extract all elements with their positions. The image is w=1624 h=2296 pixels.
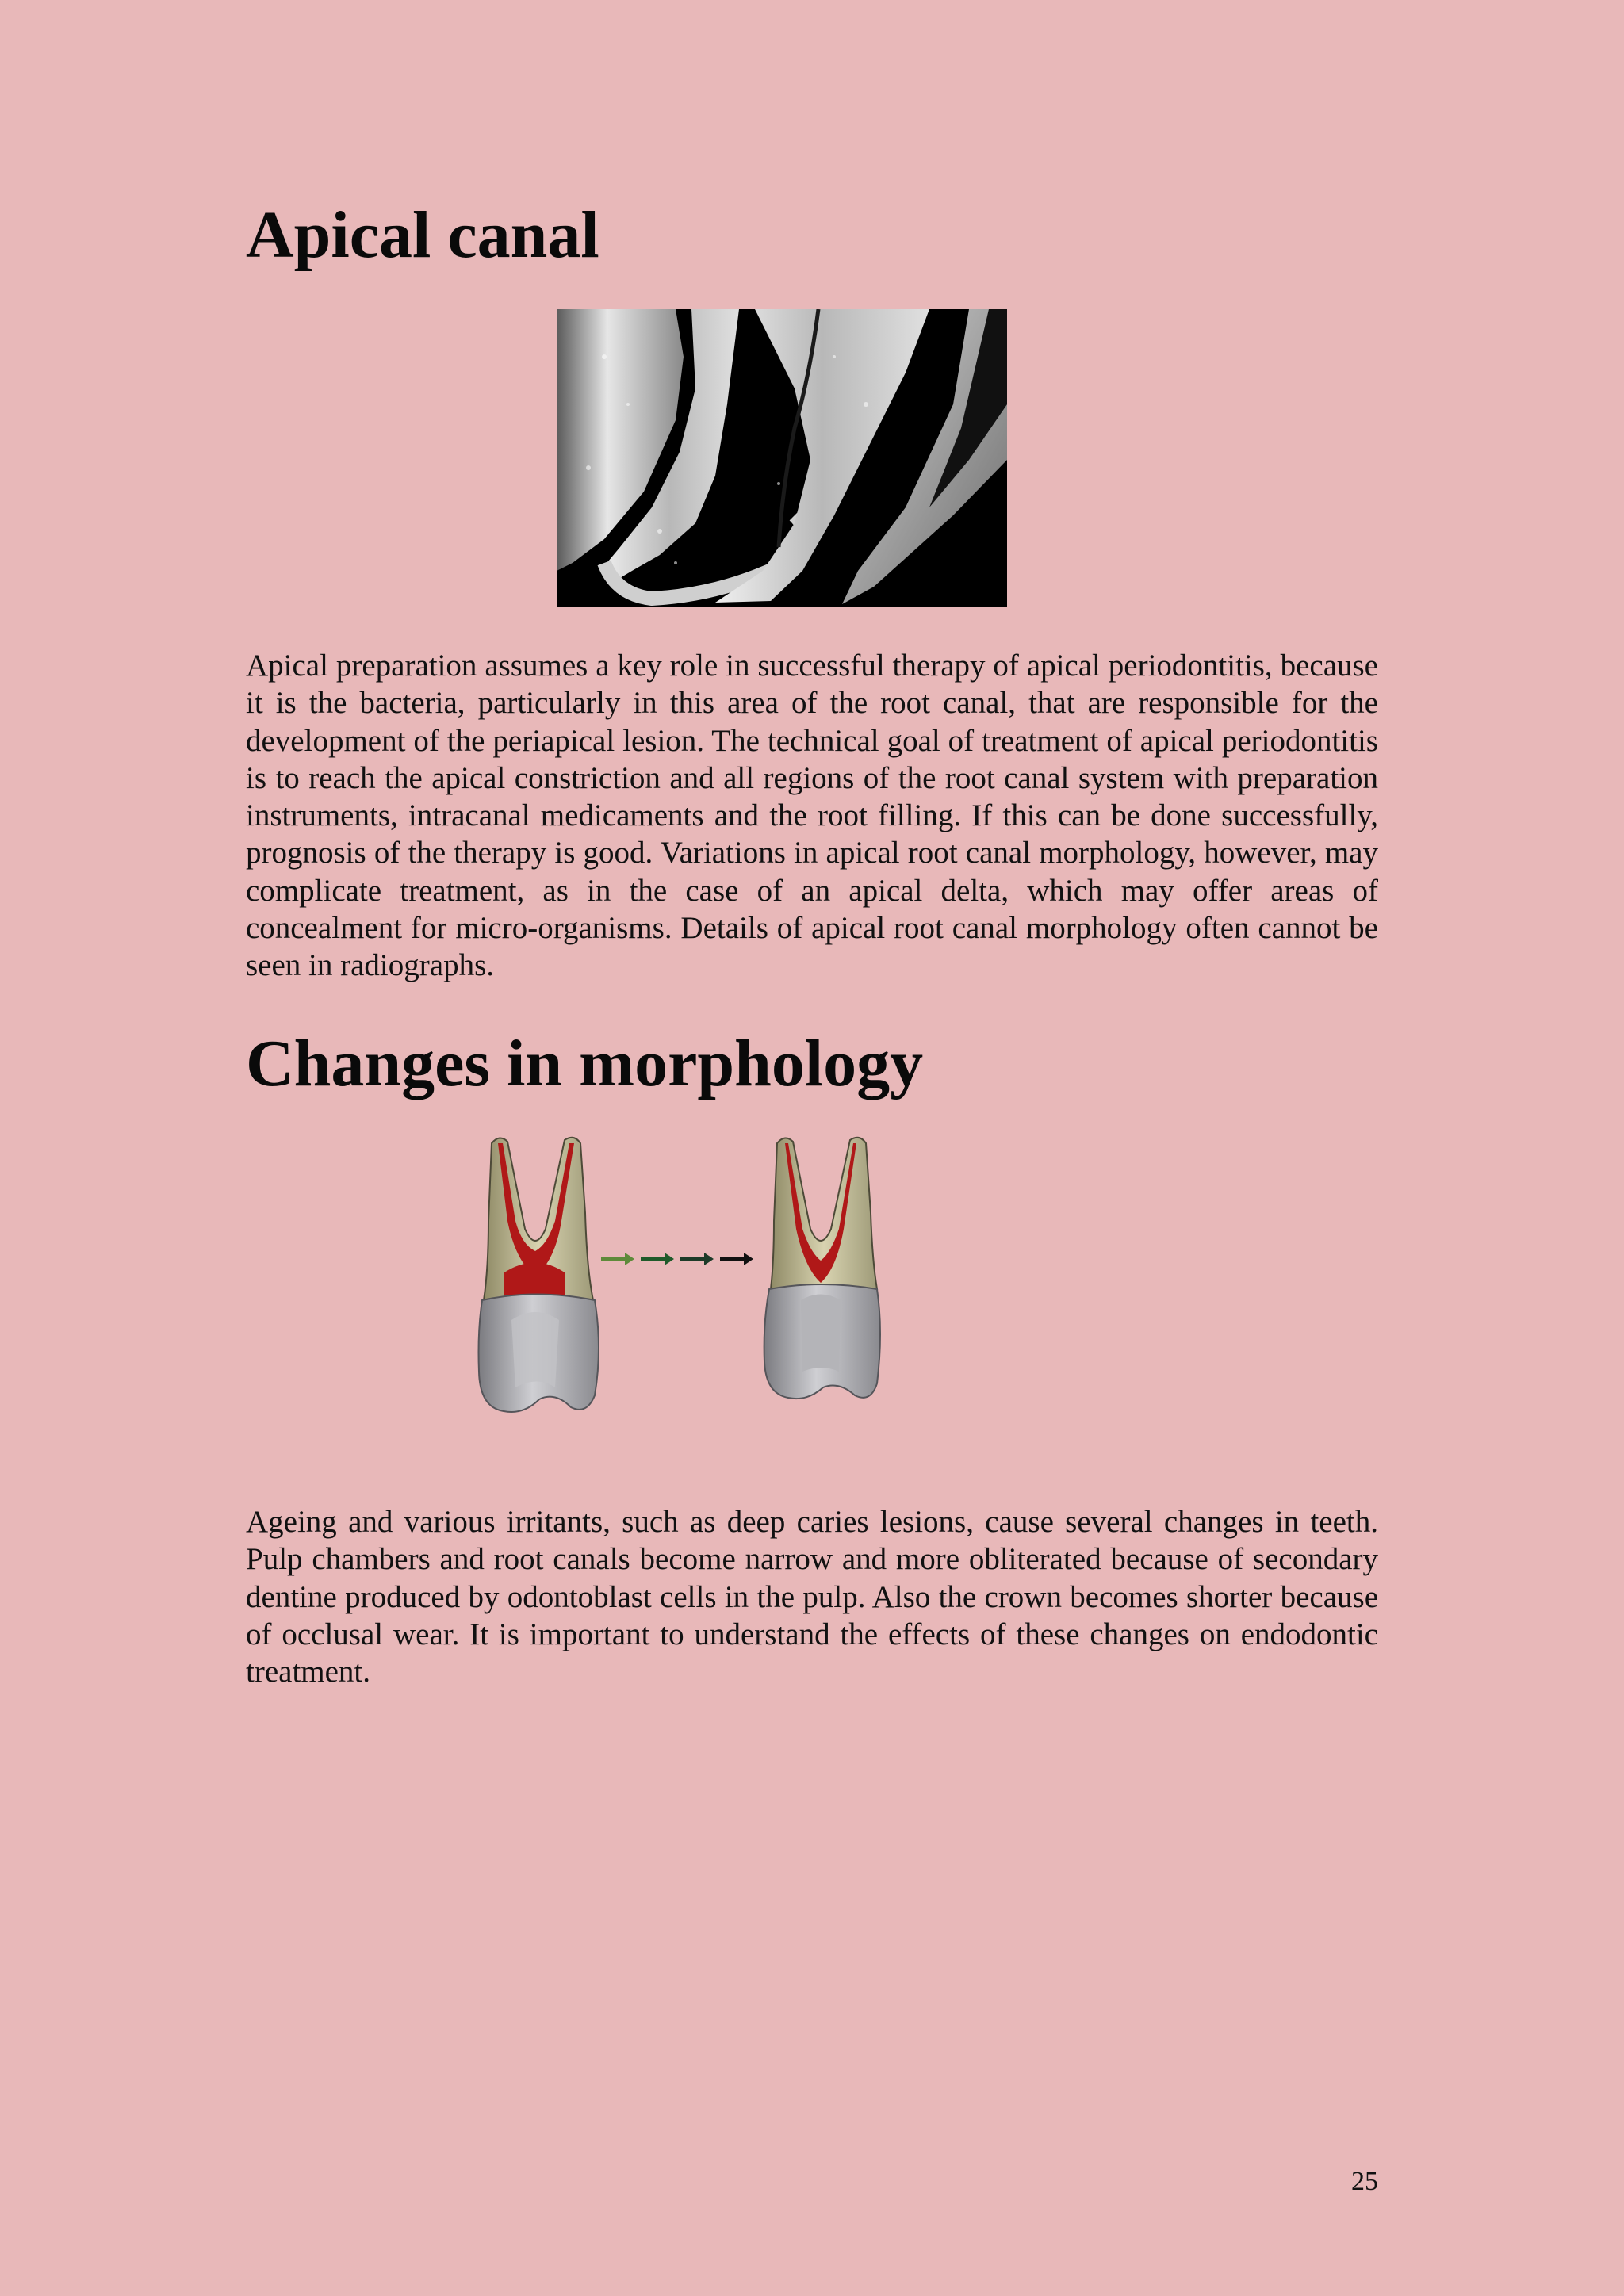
section-heading-apical-canal: Apical canal (246, 198, 599, 272)
section-heading-changes-in-morphology: Changes in morphology (246, 1027, 924, 1100)
page-number: 25 (1351, 2167, 1378, 2196)
tooth-morphology-illustration (468, 1134, 912, 1431)
sem-micrograph-apical-canal (557, 309, 1007, 607)
aged-tooth (764, 1138, 880, 1399)
body-paragraph-changes-in-morphology: Ageing and various irritants, such as deep caries lesions, cause several changes in teeth. Pulp chambers and root canals become narrow and more obliterated because of secondary dentine produced by odontoblast cells in the pulp. Also the crown becomes shorter because of occlusal wear. It is important to understand the effects of these changes on endodontic treatment. (246, 1505, 1378, 1689)
progression-arrows (601, 1253, 753, 1265)
young-tooth (479, 1138, 599, 1412)
body-paragraph-apical-canal: Apical preparation assumes a key role in successful therapy of apical periodontitis, because it is the bacteria, particularly in this area of the root canal, that are responsible for the development of the periapical lesion. The technical goal of treatment of apical periodontitis is to reach the apical constriction and all regions of the root canal system with preparation instruments, intracanal medicaments and the root filling. If this can be done successfully, prognosis of the therapy is good. Variations in apical root canal morphology, however, may complicate treatment, as in the case of an apical delta, which may offer areas of concealment for micro-organisms. Details of apical root canal morphology often cannot be seen in radiographs. (246, 649, 1378, 983)
